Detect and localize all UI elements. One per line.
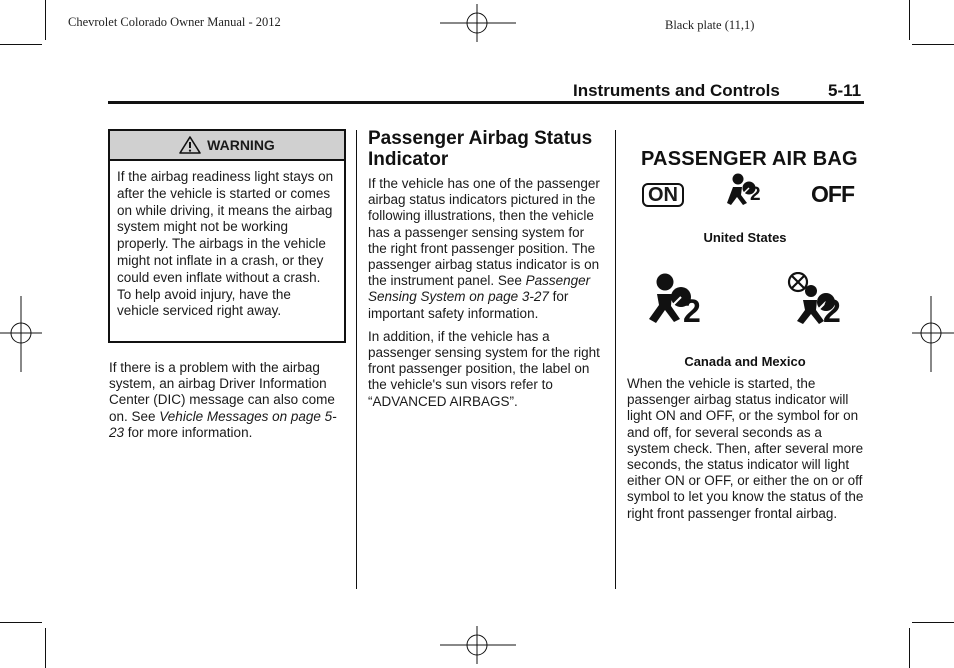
registration-mark-bottom: [440, 626, 516, 664]
col1-paragraph: If there is a problem with the airbag system, an airbag Driver Information Center (DIC) message can also come on. See Vehicle Messages on page 5-23 for more information.: [109, 360, 337, 440]
warning-header: [110, 131, 344, 161]
print-header-left: Chevrolet Colorado Owner Manual - 2012: [68, 15, 281, 29]
column-divider-1: [356, 130, 357, 589]
off-indicator: OFF: [811, 181, 854, 207]
col3-paragraph: When the vehicle is started, the passenger airbag status indicator will light ON and OFF, or the symbol for on and off, for several seconds as a system check. Then, after several more seconds, the status indicator will light either ON or OFF, or either the on or off symbol to let you know the status of the right front passenger frontal airbag.: [627, 376, 864, 521]
warning-triangle-icon: [179, 136, 201, 154]
column-divider-2: [615, 130, 616, 589]
warning-box: [108, 129, 346, 343]
indicator-title: Passenger Airbag Status Indicator: [368, 128, 593, 170]
indicator-paragraph-1: If the vehicle has one of the passenger airbag status indicators pictured in the following illustrations, then the vehicle has a passenger sensing system for the right front passenger position. The passenger airbag status indicator is on the instrument panel. See Passenger Sensing System on page 3-27 for important safety information.: [368, 176, 600, 321]
section-title: Instruments and Controls: [573, 81, 780, 100]
indicator-paragraph-2: In addition, if the vehicle has a passenger sensing system for the right front passenger position, the label on the vehicle's sun visors refer to “ADVANCED AIRBAGS”.: [368, 328, 600, 409]
page-number: 5-11: [828, 81, 862, 100]
caption-united-states: United States: [703, 230, 787, 245]
seat-number-us: 2: [750, 184, 761, 205]
vehicle-messages-ref[interactable]: Vehicle Messages on page 5-23: [109, 408, 337, 440]
registration-mark-right: [912, 296, 954, 372]
passenger-airbag-label: PASSENGER AIR BAG: [641, 148, 858, 170]
header-rule: [108, 101, 864, 104]
caption-canada-mexico: Canada and Mexico: [684, 354, 806, 369]
print-header-right: Black plate (11,1): [665, 18, 755, 32]
warning-heading: WARNING: [207, 137, 275, 153]
on-indicator: ON: [642, 183, 684, 207]
seat-number-ca-off: 2: [823, 293, 841, 329]
registration-mark-top: [440, 4, 516, 42]
registration-mark-left: [0, 296, 42, 372]
indicator-section: [368, 128, 606, 410]
seat-number-ca-on: 2: [683, 293, 701, 329]
passenger-sensing-ref[interactable]: Passenger Sensing System on page 3-27: [368, 273, 591, 305]
warning-text: If the airbag readiness light stays on after the vehicle is started or comes on while driving, it means the airbag system might not be working properly. The airbags in the vehicle might not inflate in a crash, or they could even inflate without a crash. To help avoid injury, have the vehicle serviced right away.: [117, 169, 334, 319]
